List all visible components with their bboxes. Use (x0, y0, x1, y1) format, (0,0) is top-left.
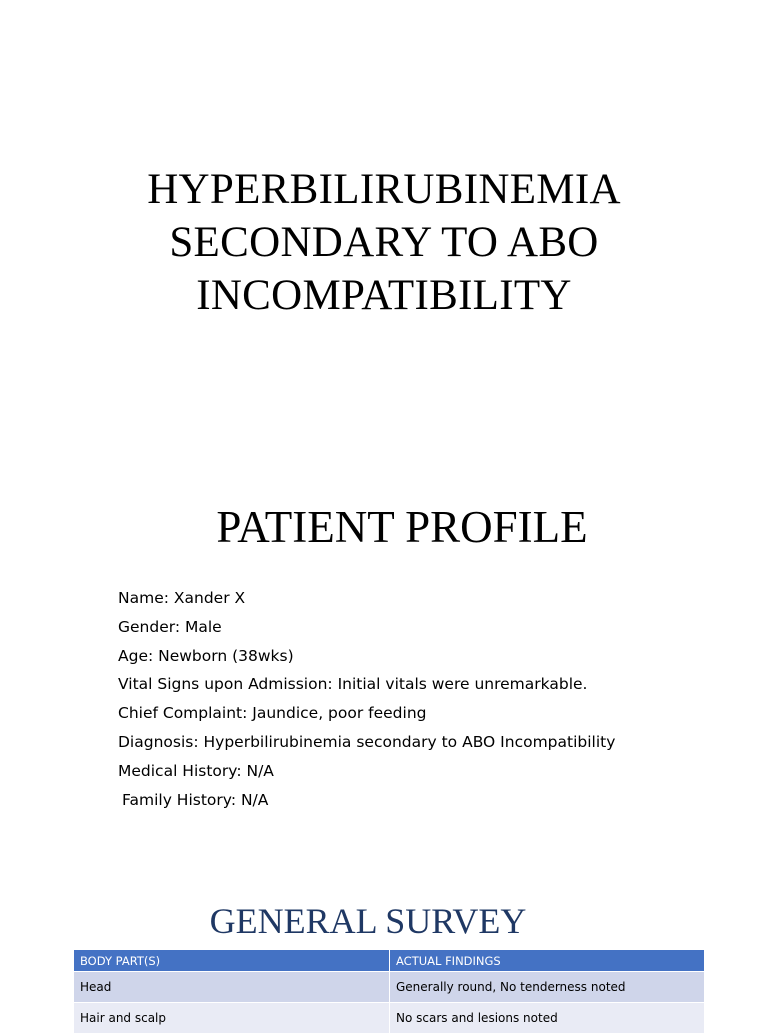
general-survey-heading: GENERAL SURVEY (209, 901, 527, 941)
profile-item-medical-history: Medical History: N/A (118, 761, 274, 780)
table-header-row (74, 950, 705, 972)
table-cell: Generally round, No tenderness noted (390, 972, 705, 1003)
profile-item-gender: Gender: Male (118, 617, 222, 636)
table-row (74, 1003, 705, 1034)
profile-item-name: Name: Xander X (118, 589, 246, 607)
title-line: INCOMPATIBILITY (196, 272, 572, 319)
profile-item-vital-signs: Vital Signs upon Admission: Initial vitals were unremarkable. (118, 675, 588, 694)
column-header-actual-findings: ACTUAL FINDINGS (390, 950, 705, 972)
patient-profile-list (118, 584, 615, 814)
profile-item-diagnosis: Diagnosis: Hyperbilirubinemia secondary to ABO Incompatibility (118, 732, 616, 751)
table-cell: Head (74, 972, 390, 1003)
profile-item-age: Age: Newborn (38wks) (118, 646, 294, 665)
title-line: SECONDARY TO ABO (169, 219, 599, 266)
profile-item-chief-complaint: Chief Complaint: Jaundice, poor feeding (118, 704, 427, 723)
column-header-body-parts: BODY PART(S) (74, 950, 390, 972)
table-row (74, 972, 705, 1003)
profile-item-family-history: Family History: N/A (122, 790, 269, 809)
title-line: HYPERBILIRUBINEMIA (147, 166, 621, 213)
document-title (0, 163, 768, 322)
table-cell: Hair and scalp (74, 1003, 390, 1034)
patient-profile-heading: PATIENT PROFILE (216, 502, 588, 552)
general-survey-table (73, 949, 705, 1034)
table-cell: No scars and lesions noted (390, 1003, 705, 1034)
